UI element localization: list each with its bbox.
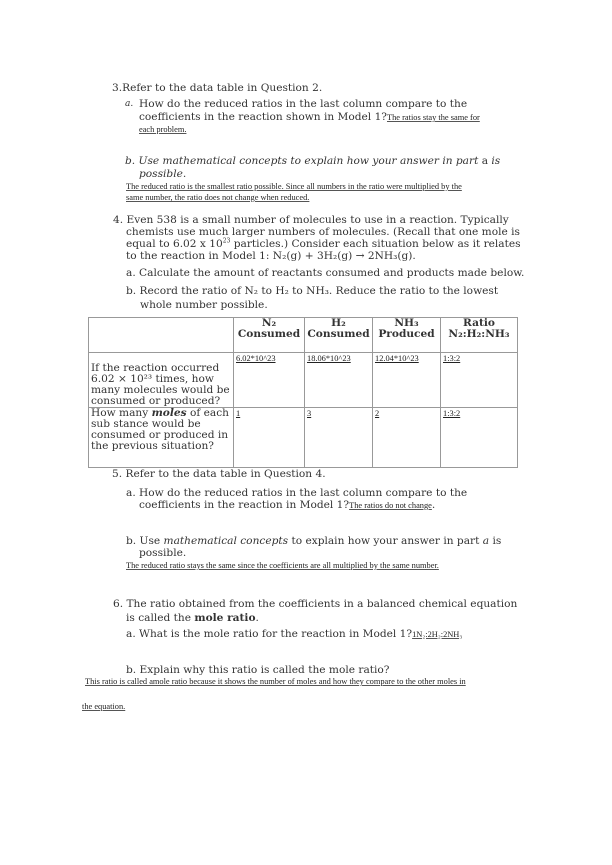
cell-nh3[interactable]: 12.04*10^23 — [373, 353, 441, 408]
q5-b-line2: possible. — [139, 547, 187, 559]
cell-h2[interactable]: 3 — [305, 408, 373, 468]
row-label — [89, 408, 234, 468]
q5-b-answer: The reduced ratio stays the same since the coefficients are all multiplied by the same number. — [126, 561, 439, 570]
cell-n2[interactable]: 6.02*10^23 — [234, 353, 305, 408]
q3-b-answer1: The reduced ratio is the smallest ratio possible. Since all numbers in the ratio were multiplied by the — [126, 182, 462, 191]
header-h2: H₂ Consumed — [305, 318, 373, 353]
q5-title: 5. Refer to the data table in Question 4. — [112, 468, 326, 480]
q5-b-is: is — [492, 535, 502, 547]
q3-b-a: a — [481, 155, 489, 167]
q3-a-answer: The ratios stay the same for — [387, 113, 480, 122]
q4-b2: whole number possible. — [140, 299, 268, 311]
q5-a-line1: a. How do the reduced ratios in the last column compare to the — [126, 487, 468, 499]
table-row — [89, 353, 518, 408]
q3-title: 3.Refer to the data table in Question 2. — [112, 82, 323, 94]
cell-ratio[interactable]: 1:3:2 — [441, 408, 518, 468]
q6-b-answer2: the equation. — [82, 702, 126, 711]
q5-b-italic: mathematical concepts — [163, 535, 289, 547]
q6-a: a. What is the mole ratio for the reaction in Model 1? — [126, 628, 413, 640]
table-row — [89, 408, 518, 468]
cell-n2[interactable]: 1 — [234, 408, 305, 468]
q6-line2-pre: is called the — [126, 612, 195, 624]
row-label-bold: moles — [151, 407, 187, 419]
q3-a-prefix: a. — [125, 99, 134, 109]
q6-a-answer: 1N₂:2H₂:2NH₃ — [412, 630, 463, 639]
header-n2: N₂ Consumed — [234, 318, 305, 353]
q4-line3b: particles.) Consider each situation below as it relates — [230, 238, 521, 250]
row-label-post: of each sub stance would be consumed or produced in the previous situation? — [91, 407, 229, 452]
row-label-pre: How many — [91, 407, 152, 419]
q4-b1: b. Record the ratio of N₂ to H₂ to NH₃. Reduce the ratio to the lowest — [126, 285, 499, 297]
cell-ratio[interactable]: 1:3:2 — [441, 353, 518, 408]
q4-line1: 4. Even 538 is a small number of molecules to use in a reaction. Typically — [113, 214, 509, 226]
q3-b-answer2: same number, the ratio does not change when reduced. — [126, 193, 310, 202]
q6-line2-bold: mole ratio — [194, 612, 256, 624]
q4-a: a. Calculate the amount of reactants consumed and products made below. — [126, 267, 525, 279]
q4-exponent: 23 — [222, 237, 231, 245]
q6-line1: 6. The ratio obtained from the coefficients in a balanced chemical equation — [113, 598, 518, 610]
cell-nh3[interactable]: 2 — [373, 408, 441, 468]
q4-line4: to the reaction in Model 1: N₂(g) + 3H₂(g) → 2NH₃(g). — [126, 250, 416, 262]
row-label: If the reaction occurred 6.02 × 10²³ times, how many molecules would be consumed or produced? — [89, 353, 234, 408]
q5-a-answer: The ratios do not change — [349, 501, 432, 510]
q6-b: b. Explain why this ratio is called the mole ratio? — [126, 664, 390, 676]
data-table — [88, 317, 518, 468]
q3-b-is: is — [491, 155, 501, 167]
q3-b-line1: b. Use mathematical concepts to explain how your answer in part — [125, 155, 479, 167]
q4-line3a: equal to 6.02 x 10 — [126, 238, 223, 250]
q3-b-line2: possible. — [139, 168, 187, 180]
header-ratio: Ratio N₂:H₂:NH₃ — [441, 318, 518, 353]
q5-b-a: a — [482, 535, 490, 547]
q5-b-post: to explain how your answer in part — [288, 535, 480, 547]
q3-a-line1: How do the reduced ratios in the last column compare to the — [139, 98, 468, 110]
cell-h2[interactable]: 18.06*10^23 — [305, 353, 373, 408]
q4-line2: chemists use much larger numbers of molecules. (Recall that one mole is — [126, 226, 520, 238]
header-blank — [89, 318, 234, 353]
q3-a-answer-cont: each problem. — [139, 125, 187, 134]
q5-b-pre: b. Use — [126, 535, 164, 547]
header-nh3: NH₃ Produced — [373, 318, 441, 353]
q5-a-line2: coefficients in the reaction in Model 1? — [139, 499, 350, 511]
q6-b-answer1: This ratio is called amole ratio because it shows the number of moles and how they compare to the other moles in — [85, 677, 466, 686]
q3-a-line2: coefficients in the reaction shown in Model 1? — [139, 111, 387, 123]
